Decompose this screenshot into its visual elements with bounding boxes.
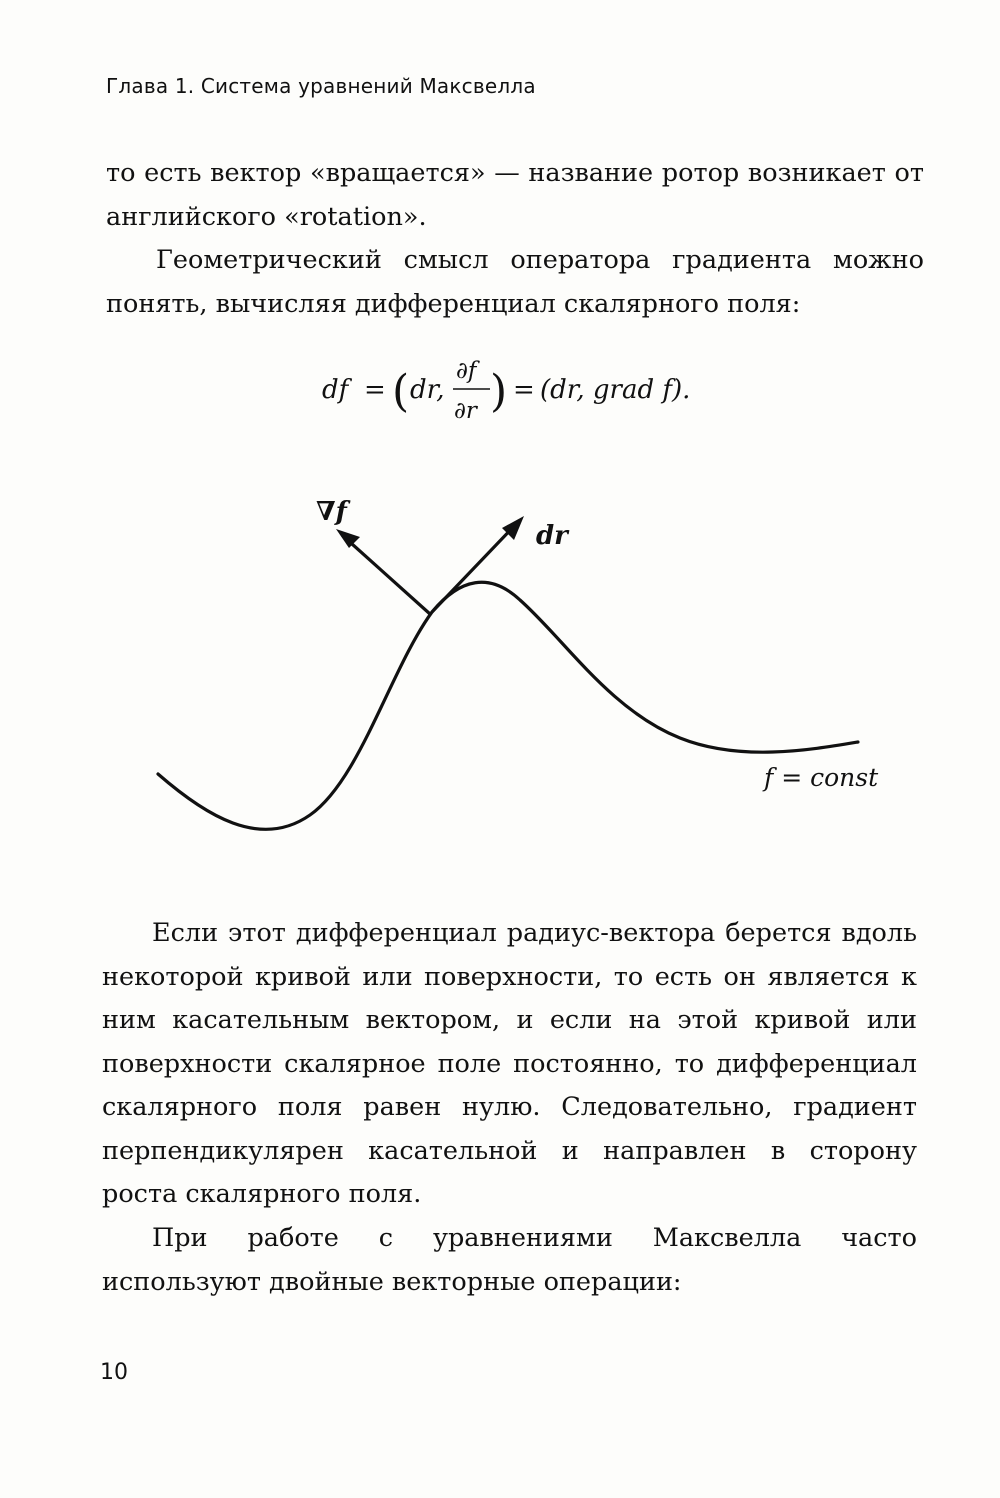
- level-curve: [158, 582, 858, 829]
- formula-rhs: (dr, grad f).: [540, 375, 691, 405]
- tangent-arrow: [432, 522, 518, 612]
- differential-formula: [0, 350, 1000, 430]
- curve-label: f = const: [764, 763, 879, 792]
- formula-denominator: ∂r: [454, 398, 477, 424]
- running-title: Глава 1. Система уравнений Максвелла: [106, 74, 536, 98]
- formula-dr: dr,: [410, 375, 445, 405]
- formula-close-paren: ): [490, 366, 508, 417]
- paragraph-double-operations: При работе с уравнениями Максвелла часто используют двойные векторные операции:: [102, 1223, 917, 1297]
- paragraph-gradient-intro: Геометрический смысл оператора градиента можно понять, вычисляя дифференциал скалярного поля:: [106, 245, 924, 319]
- formula-lhs: df: [322, 375, 349, 405]
- formula-equals-1: =: [364, 375, 386, 405]
- gradient-label: ∇f: [316, 497, 347, 527]
- formula-equals-2: =: [513, 375, 535, 405]
- tangent-label: dr: [536, 521, 568, 551]
- formula-numerator: ∂f: [456, 358, 477, 384]
- paragraph-gradient-explanation: Если этот дифференциал радиус-вектора берется вдоль некоторой кривой или поверхности, то есть он является к ним касательным вектором, и если на этой кривой или поверхности скалярное поле постоянно, то дифференциал скалярного поля равен нулю. Следовательно, градиент перпендикулярен касательной и направлен в сторону роста скалярного поля.: [102, 918, 917, 1209]
- gradient-arrow: [342, 535, 430, 614]
- formula-open-paren: (: [392, 366, 410, 417]
- gradient-arrowhead: [336, 529, 360, 548]
- page-number: 10: [100, 1360, 128, 1385]
- paragraph-rotor: то есть вектор «вращается» — название ротор возникает от английского «rotation».: [106, 158, 924, 232]
- gradient-figure: [0, 480, 1000, 860]
